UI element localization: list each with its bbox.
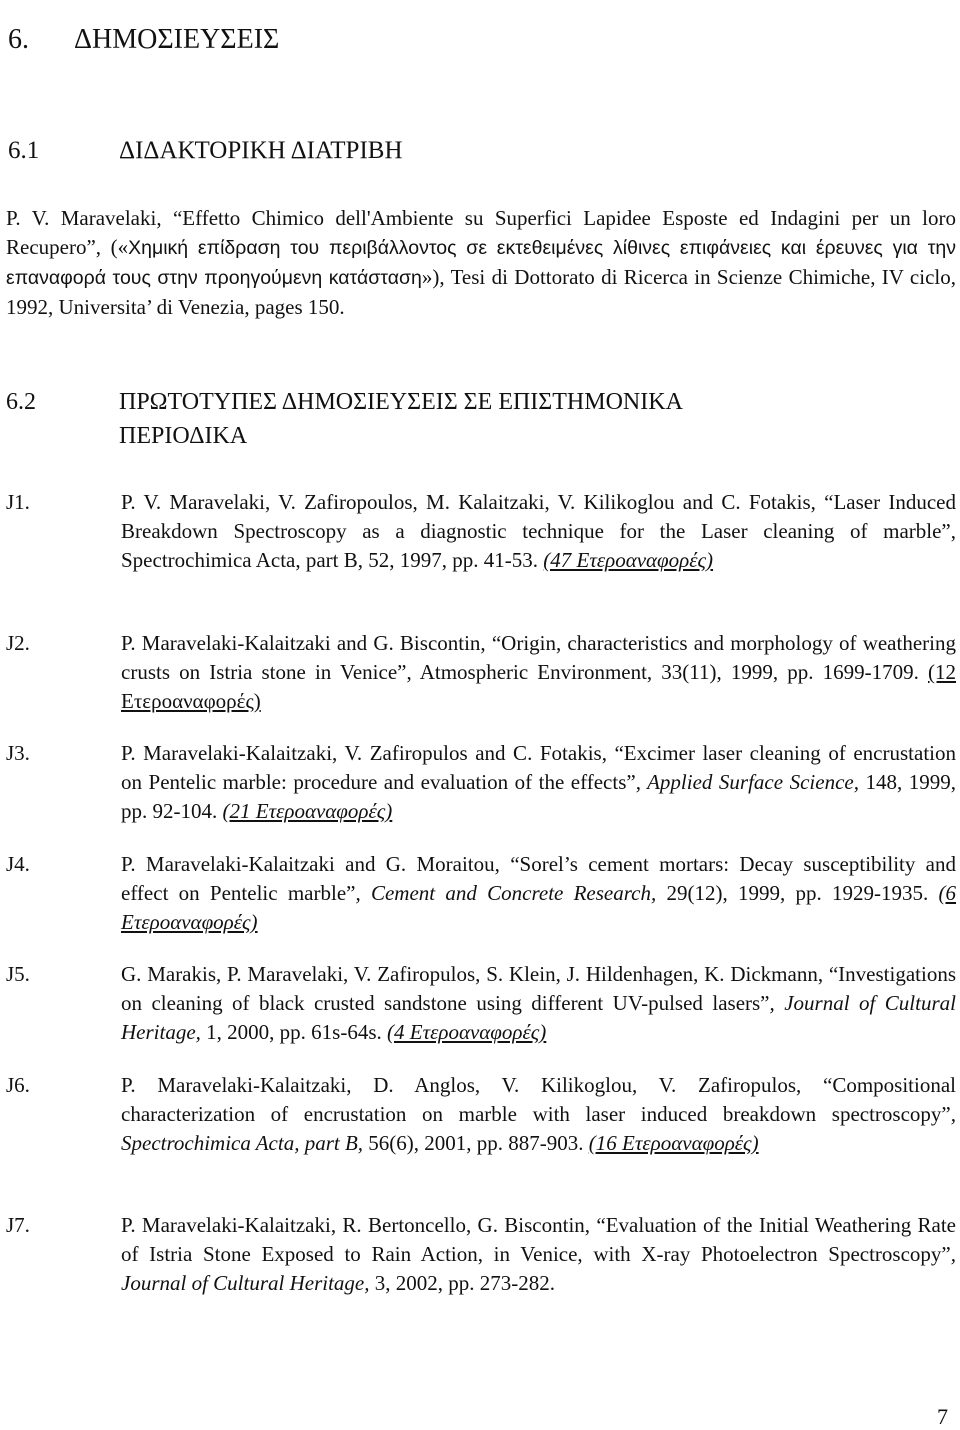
reference-details: 148, 1999, pp. 92-104. [121,770,956,823]
section-heading [8,24,279,56]
subsection-heading-publications [6,385,683,453]
reference-label: J6. [6,1073,30,1097]
reference-label: J1. [6,490,30,514]
reference-title: “Sorel’s cement mortars: Decay susceptibility and effect on Pentelic marble” [121,852,957,905]
subsection-number: 6.1 [8,137,40,164]
subsection-title-line1: ΠΡΩΤΟΤΥΠΕΣ ΔΗΜΟΣΙΕΥΣΕΙΣ ΣΕ ΕΠΙΣΤΗΜΟΝΙΚΑ [119,389,683,415]
subsection-number: 6.2 [6,389,36,415]
section-number: 6. [8,24,29,55]
reference-label: J7. [6,1213,30,1237]
reference-authors: P. Maravelaki-Kalaitzaki, R. Bertoncello, G. Biscontin, [121,1213,597,1237]
reference-citations[interactable]: (21 Ετεροαναφορές) [222,799,393,823]
reference-details: 56(6), 2001, pp. 887-903. [363,1131,589,1155]
reference-journal: , Spectrochimica Acta, part B, [121,1102,956,1155]
reference-item [6,1071,956,1158]
reference-citations[interactable]: (6 Ετεροαναφορές) [121,881,957,934]
reference-title: “Laser Induced Breakdown Spectroscopy as a diagnostic technique for the Laser cleaning of marble” [121,490,956,543]
reference-title: “Excimer laser cleaning of encrustation on Pentelic marble: procedure and evaluation of the effects” [121,741,956,794]
reference-journal: , Journal of Cultural Heritage, [121,1242,956,1295]
thesis-text-part1: P. V. Maravelaki, “Effetto Chimico dell'Ambiente su Superfici Lapidee Esposte ed Indagini per un loro Recupero”, (« [6,206,956,259]
reference-item [6,960,956,1047]
reference-journal: , Cement and Concrete Research, [355,881,657,905]
reference-label: J4. [6,852,30,876]
reference-authors: G. Marakis, P. Maravelaki, V. Zafiropulos, S. Klein, J. Hildenhagen, K. Dickmann, [121,962,829,986]
reference-details: 29(12), 1999, pp. 1929-1935. [656,881,939,905]
reference-title: “Evaluation of the Initial Weathering Rate of Istria Stone Exposed to Rain Action, in Venice, with X-ray Photoelectron Spectroscopy” [121,1213,957,1266]
reference-item [6,1211,956,1298]
reference-label: J3. [6,741,30,765]
reference-citations[interactable]: (4 Ετεροαναφορές) [387,1020,547,1044]
reference-item [6,629,956,716]
thesis-text-part2: »), Tesi di Dottorato di Ricerca in Scienze Chimiche, IV ciclo, 1992, Universita’ di Venezia, pages 150. [6,265,956,319]
subsection-heading-thesis [8,137,403,165]
reference-item [6,850,956,937]
reference-authors: P. Maravelaki-Kalaitzaki and G. Moraitou, [121,852,511,876]
reference-details: , Spectrochimica Acta, part B, 52, 1997, pp. 41-53. [121,519,956,572]
section-title: ΔΗΜΟΣΙΕΥΣΕΙΣ [74,24,280,55]
reference-authors: P. V. Maravelaki, V. Zafiropoulos, M. Kalaitzaki, V. Kilikoglou and C. Fotakis, [121,490,825,514]
thesis-paragraph [6,204,956,322]
reference-journal: , Journal of Cultural Heritage, [121,991,956,1044]
reference-citations[interactable]: (12 Ετεροαναφορές) [121,660,956,713]
reference-title: “Compositional characterization of encrustation on marble with laser induced breakdown spectroscopy” [121,1073,956,1126]
reference-details: 1, 2000, pp. 61s-64s. [200,1020,387,1044]
reference-authors: P. Maravelaki-Kalaitzaki and G. Biscontin, [121,631,492,655]
reference-citations[interactable]: (47 Ετεροαναφορές) [543,548,714,572]
reference-title: “Origin, characteristics and morphology of weathering crusts on Istria stone in Venice” [121,631,956,684]
reference-item [6,488,956,575]
reference-details: 3, 2002, pp. 273-282. [369,1271,555,1295]
thesis-greek-title: Χημική επίδραση του περιβάλλοντος σε εκτεθειμένες λίθινες επιφάνειες και έρευνες για την επαναφορά τους στην προηγούμενη κατάσταση [6,237,957,289]
reference-title: “Investigations on cleaning of black crusted sandstone using different UV-pulsed lasers” [121,962,956,1015]
reference-authors: P. Maravelaki-Kalaitzaki, D. Anglos, V. Kilikoglou, V. Zafiropulos, [121,1073,823,1097]
page-number: 7 [937,1404,948,1429]
subsection-title: ΔΙΔΑΚΤΟΡΙΚΗ ΔΙΑΤΡΙΒΗ [119,137,403,164]
reference-authors: P. Maravelaki-Kalaitzaki, V. Zafiropulos and C. Fotakis, [121,741,615,765]
reference-item [6,739,956,826]
reference-label: J2. [6,631,30,655]
reference-citations[interactable]: (16 Ετεροαναφορές) [588,1131,759,1155]
reference-journal: , Applied Surface Science, [635,770,859,794]
subsection-title-line2: ΠΕΡΙΟΔΙΚΑ [119,423,248,449]
reference-details: , Atmospheric Environment, 33(11), 1999, pp. 1699-1709. [406,660,928,684]
reference-label: J5. [6,962,30,986]
